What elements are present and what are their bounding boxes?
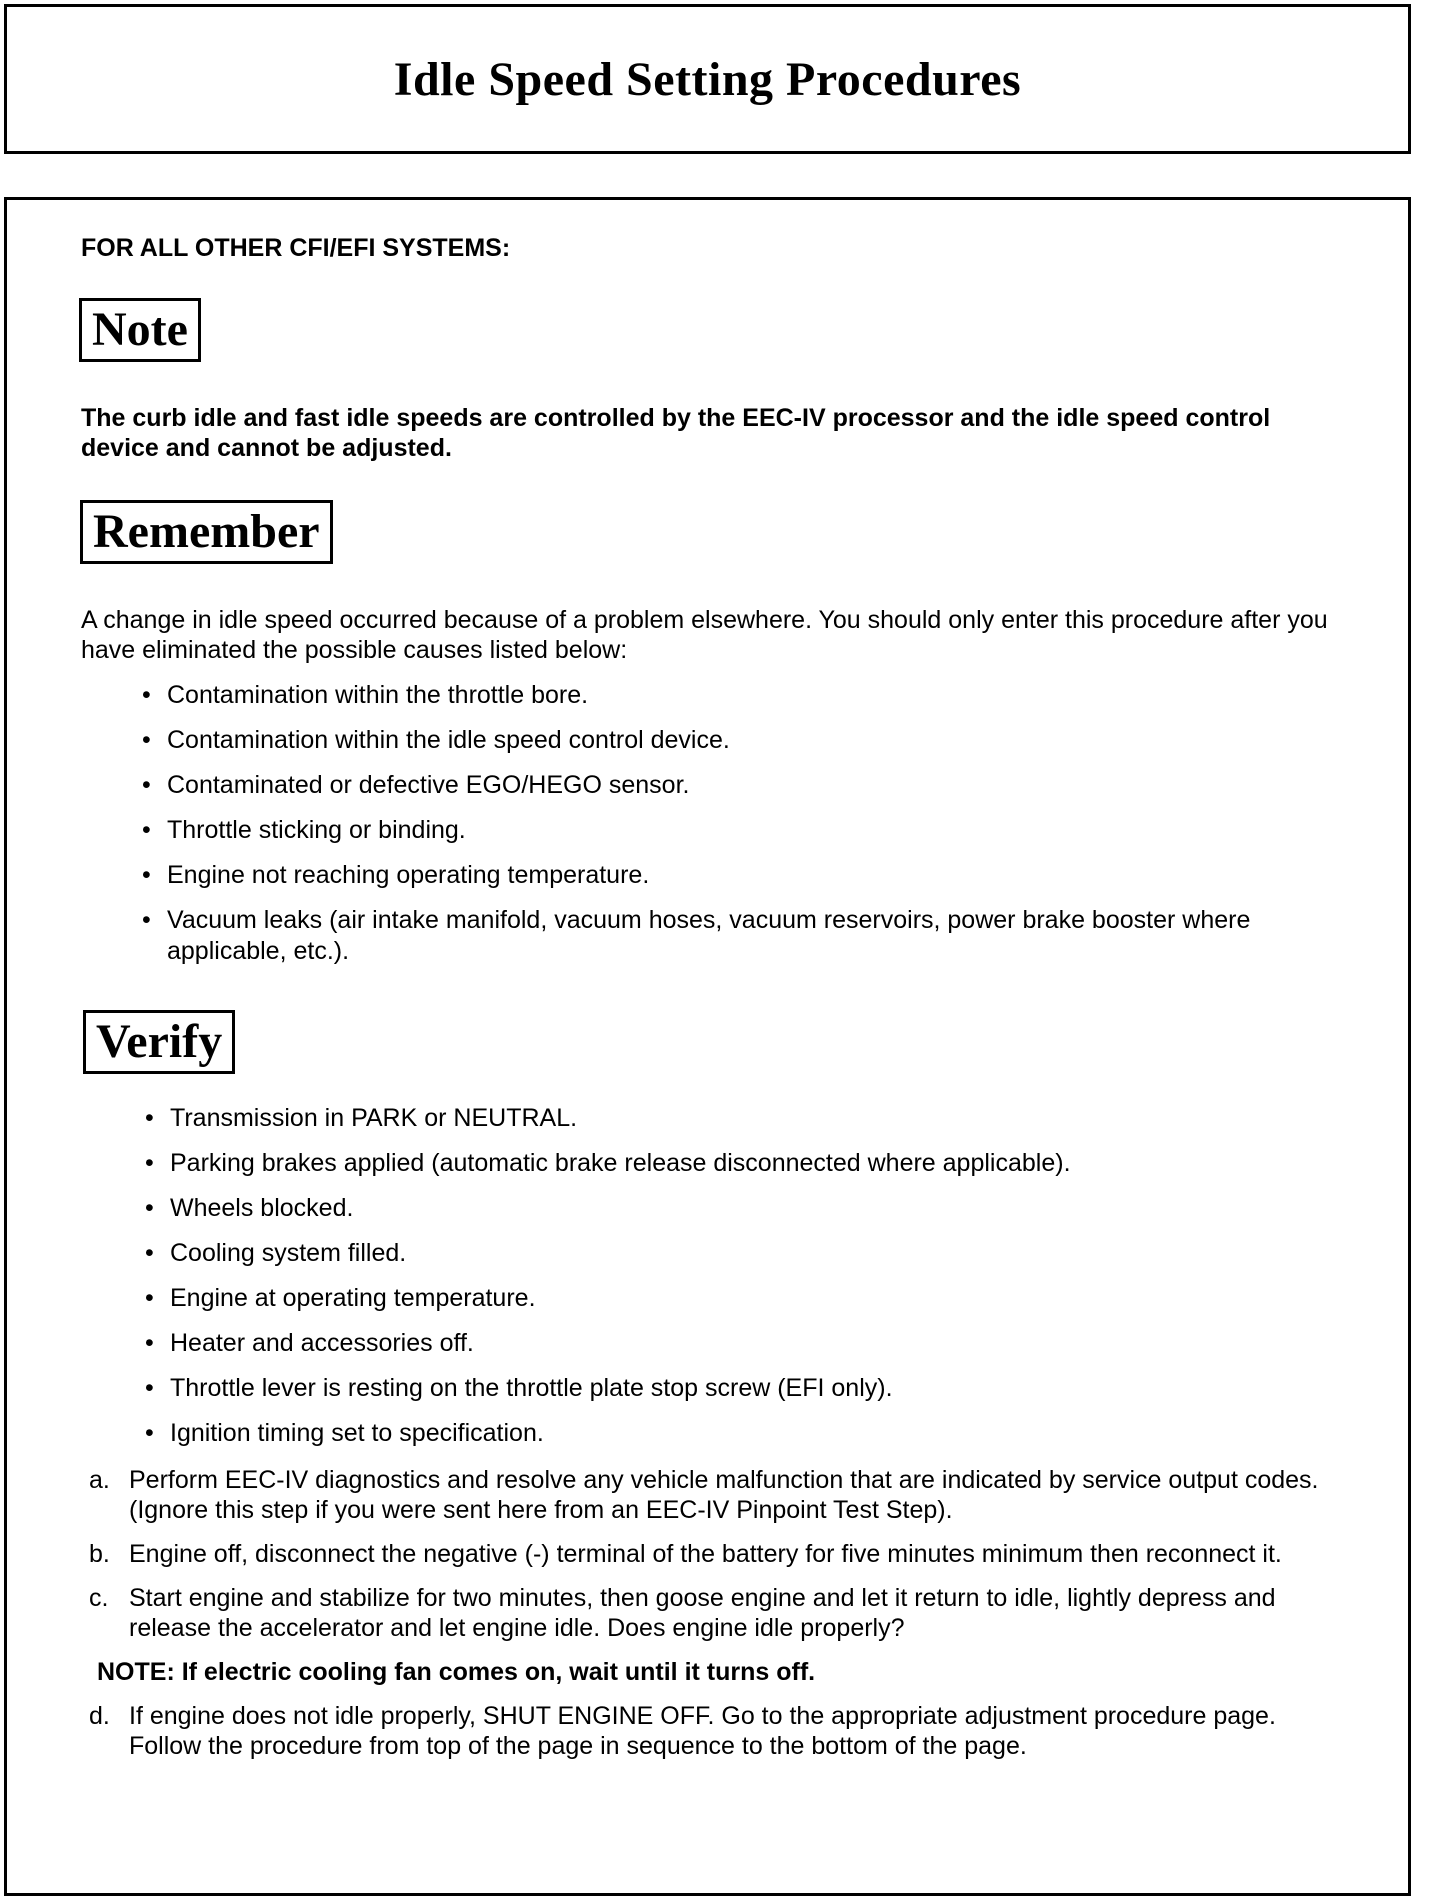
list-item: • Engine at operating temperature.: [142, 1283, 1302, 1314]
page-title: Idle Speed Setting Procedures: [393, 52, 1022, 106]
step-b: [89, 1539, 1349, 1569]
list-item: • Parking brakes applied (automatic brake release disconnected where applicable).: [142, 1148, 1302, 1179]
list-item: • Contamination within the idle speed control device.: [139, 725, 1279, 756]
list-item: • Contaminated or defective EGO/HEGO sensor.: [139, 770, 1279, 801]
systems-heading: FOR ALL OTHER CFI/EFI SYSTEMS:: [81, 234, 511, 262]
procedure-steps: [89, 1465, 1349, 1775]
list-item: • Throttle lever is resting on the throttle plate stop screw (EFI only).: [142, 1373, 1302, 1404]
step-text: Start engine and stabilize for two minutes, then goose engine and let it return to idle, lightly depress and release the accelerator and let engine idle. Does engine idle properly?: [129, 1584, 1276, 1642]
list-item: • Vacuum leaks (air intake manifold, vacuum hoses, vacuum reservoirs, power brake booster where applicable, etc.).: [139, 905, 1279, 967]
list-item: • Contamination within the throttle bore.: [139, 680, 1279, 711]
list-item: • Wheels blocked.: [142, 1193, 1302, 1224]
step-letter: d.: [89, 1702, 110, 1730]
list-item: • Engine not reaching operating temperature.: [139, 860, 1279, 891]
step-c: [89, 1583, 1349, 1643]
step-text: Perform EEC-IV diagnostics and resolve any vehicle malfunction that are indicated by service output codes. (Ignore this step if you were sent here from an EEC-IV Pinpoint Test Step).: [129, 1466, 1319, 1524]
step-d: [89, 1701, 1349, 1761]
remember-heading: Remember: [80, 500, 333, 564]
title-box: [4, 4, 1411, 154]
step-letter: a.: [89, 1466, 110, 1494]
remember-list: [139, 680, 1279, 981]
step-letter: b.: [89, 1540, 110, 1568]
list-item: • Transmission in PARK or NEUTRAL.: [142, 1103, 1302, 1134]
step-letter: c.: [89, 1584, 109, 1612]
fan-note: NOTE: If electric cooling fan comes on, wait until it turns off.: [97, 1658, 816, 1686]
verify-heading: Verify: [83, 1010, 235, 1074]
procedure-box: [4, 197, 1411, 1896]
note-text: The curb idle and fast idle speeds are controlled by the EEC-IV processor and the idle speed control device and cannot be adjusted.: [81, 404, 1271, 462]
list-item: • Heater and accessories off.: [142, 1328, 1302, 1359]
list-item: • Throttle sticking or binding.: [139, 815, 1279, 846]
step-a: [89, 1465, 1349, 1525]
step-text: If engine does not idle properly, SHUT ENGINE OFF. Go to the appropriate adjustment procedure page. Follow the procedure from top of the page in sequence to the bottom of the page.: [129, 1702, 1276, 1760]
remember-text: A change in idle speed occurred because of a problem elsewhere. You should only enter this procedure after you have eliminated the possible causes listed below:: [81, 606, 1328, 664]
note-heading: Note: [79, 298, 201, 362]
list-item: • Ignition timing set to specification.: [142, 1418, 1302, 1449]
verify-list: [142, 1103, 1302, 1463]
step-text: Engine off, disconnect the negative (-) terminal of the battery for five minutes minimum then reconnect it.: [129, 1540, 1282, 1568]
list-item: • Cooling system filled.: [142, 1238, 1302, 1269]
